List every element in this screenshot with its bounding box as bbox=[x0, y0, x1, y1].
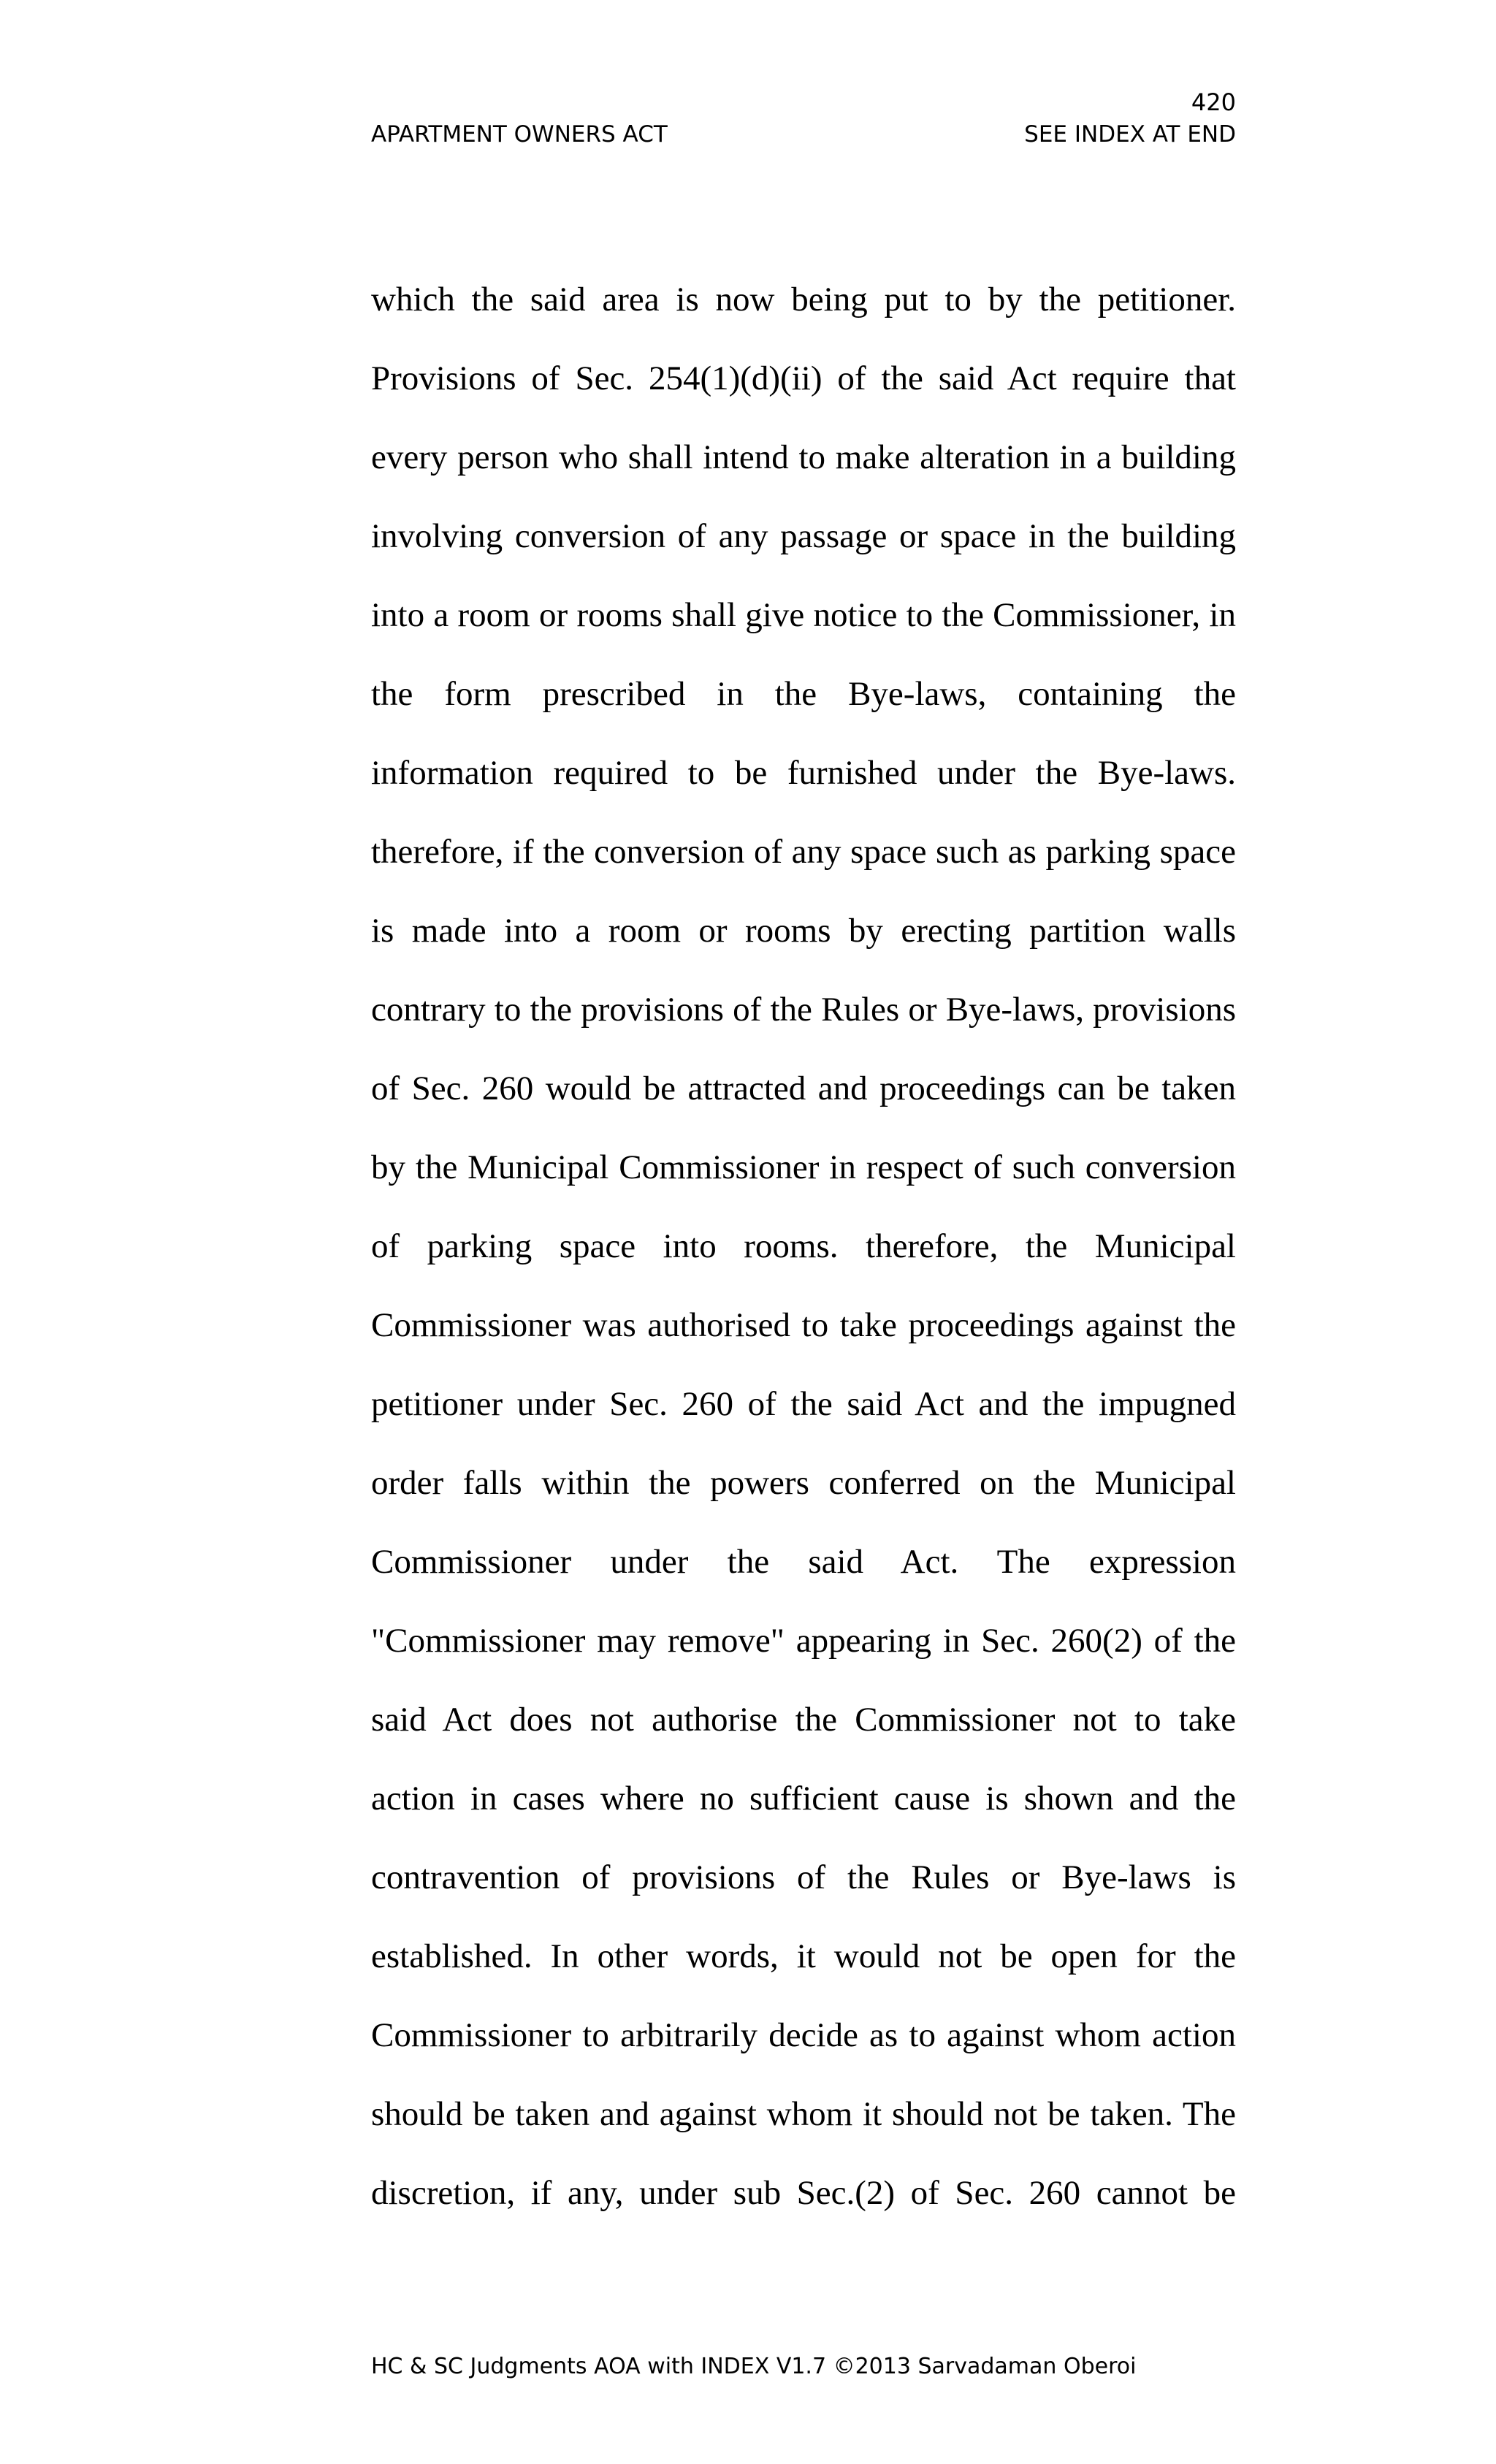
text-line: involving conversion of any passage or space in the building bbox=[371, 517, 1236, 555]
text-line: therefore, if the conversion of any space such as parking space bbox=[371, 833, 1236, 871]
text-line: discretion, if any, under sub Sec.(2) of Sec. 260 cannot be bbox=[371, 2174, 1236, 2212]
text-line: every person who shall intend to make alteration in a building bbox=[371, 438, 1236, 476]
text-line: should be taken and against whom it should not be taken. The bbox=[371, 2095, 1236, 2133]
text-line: of Sec. 260 would be attracted and proceedings can be taken bbox=[371, 1069, 1236, 1107]
text-line: of parking space into rooms. therefore, the Municipal bbox=[371, 1227, 1236, 1265]
text-line: "Commissioner may remove" appearing in Sec. 260(2) of the bbox=[371, 1622, 1236, 1660]
body-text bbox=[371, 260, 1236, 2232]
text-line: information required to be furnished under the Bye-laws. bbox=[371, 754, 1236, 792]
text-line: which the said area is now being put to by the petitioner. bbox=[371, 281, 1236, 319]
text-line: said Act does not authorise the Commissioner not to take bbox=[371, 1701, 1236, 1739]
running-header-index-note: SEE INDEX AT END bbox=[1024, 121, 1236, 148]
text-line: Commissioner was authorised to take proceedings against the bbox=[371, 1306, 1236, 1344]
text-line: Commissioner to arbitrarily decide as to against whom action bbox=[371, 2016, 1236, 2054]
page-number: 420 bbox=[1191, 88, 1236, 116]
text-line: contravention of provisions of the Rules or Bye-laws is bbox=[371, 1858, 1236, 1896]
text-line: action in cases where no sufficient cause is shown and the bbox=[371, 1780, 1236, 1818]
text-line: order falls within the powers conferred on the Municipal bbox=[371, 1464, 1236, 1502]
text-line: the form prescribed in the Bye-laws, containing the bbox=[371, 675, 1236, 713]
text-line: Provisions of Sec. 254(1)(d)(ii) of the said Act require that bbox=[371, 359, 1236, 397]
text-line: by the Municipal Commissioner in respect of such conversion bbox=[371, 1148, 1236, 1186]
running-header-title: APARTMENT OWNERS ACT bbox=[371, 121, 668, 148]
text-line: established. In other words, it would not be open for the bbox=[371, 1937, 1236, 1975]
text-line: contrary to the provisions of the Rules or Bye-laws, provisions bbox=[371, 991, 1236, 1029]
text-line: is made into a room or rooms by erecting partition walls bbox=[371, 912, 1236, 950]
running-header bbox=[371, 120, 1236, 149]
footer-credit: HC & SC Judgments AOA with INDEX V1.7 ©2013 Sarvadaman Oberoi bbox=[371, 2354, 1137, 2379]
text-line: into a room or rooms shall give notice to the Commissioner, in bbox=[371, 596, 1236, 634]
text-line: Commissioner under the said Act. The expression bbox=[371, 1543, 1236, 1581]
text-line: petitioner under Sec. 260 of the said Act and the impugned bbox=[371, 1385, 1236, 1423]
